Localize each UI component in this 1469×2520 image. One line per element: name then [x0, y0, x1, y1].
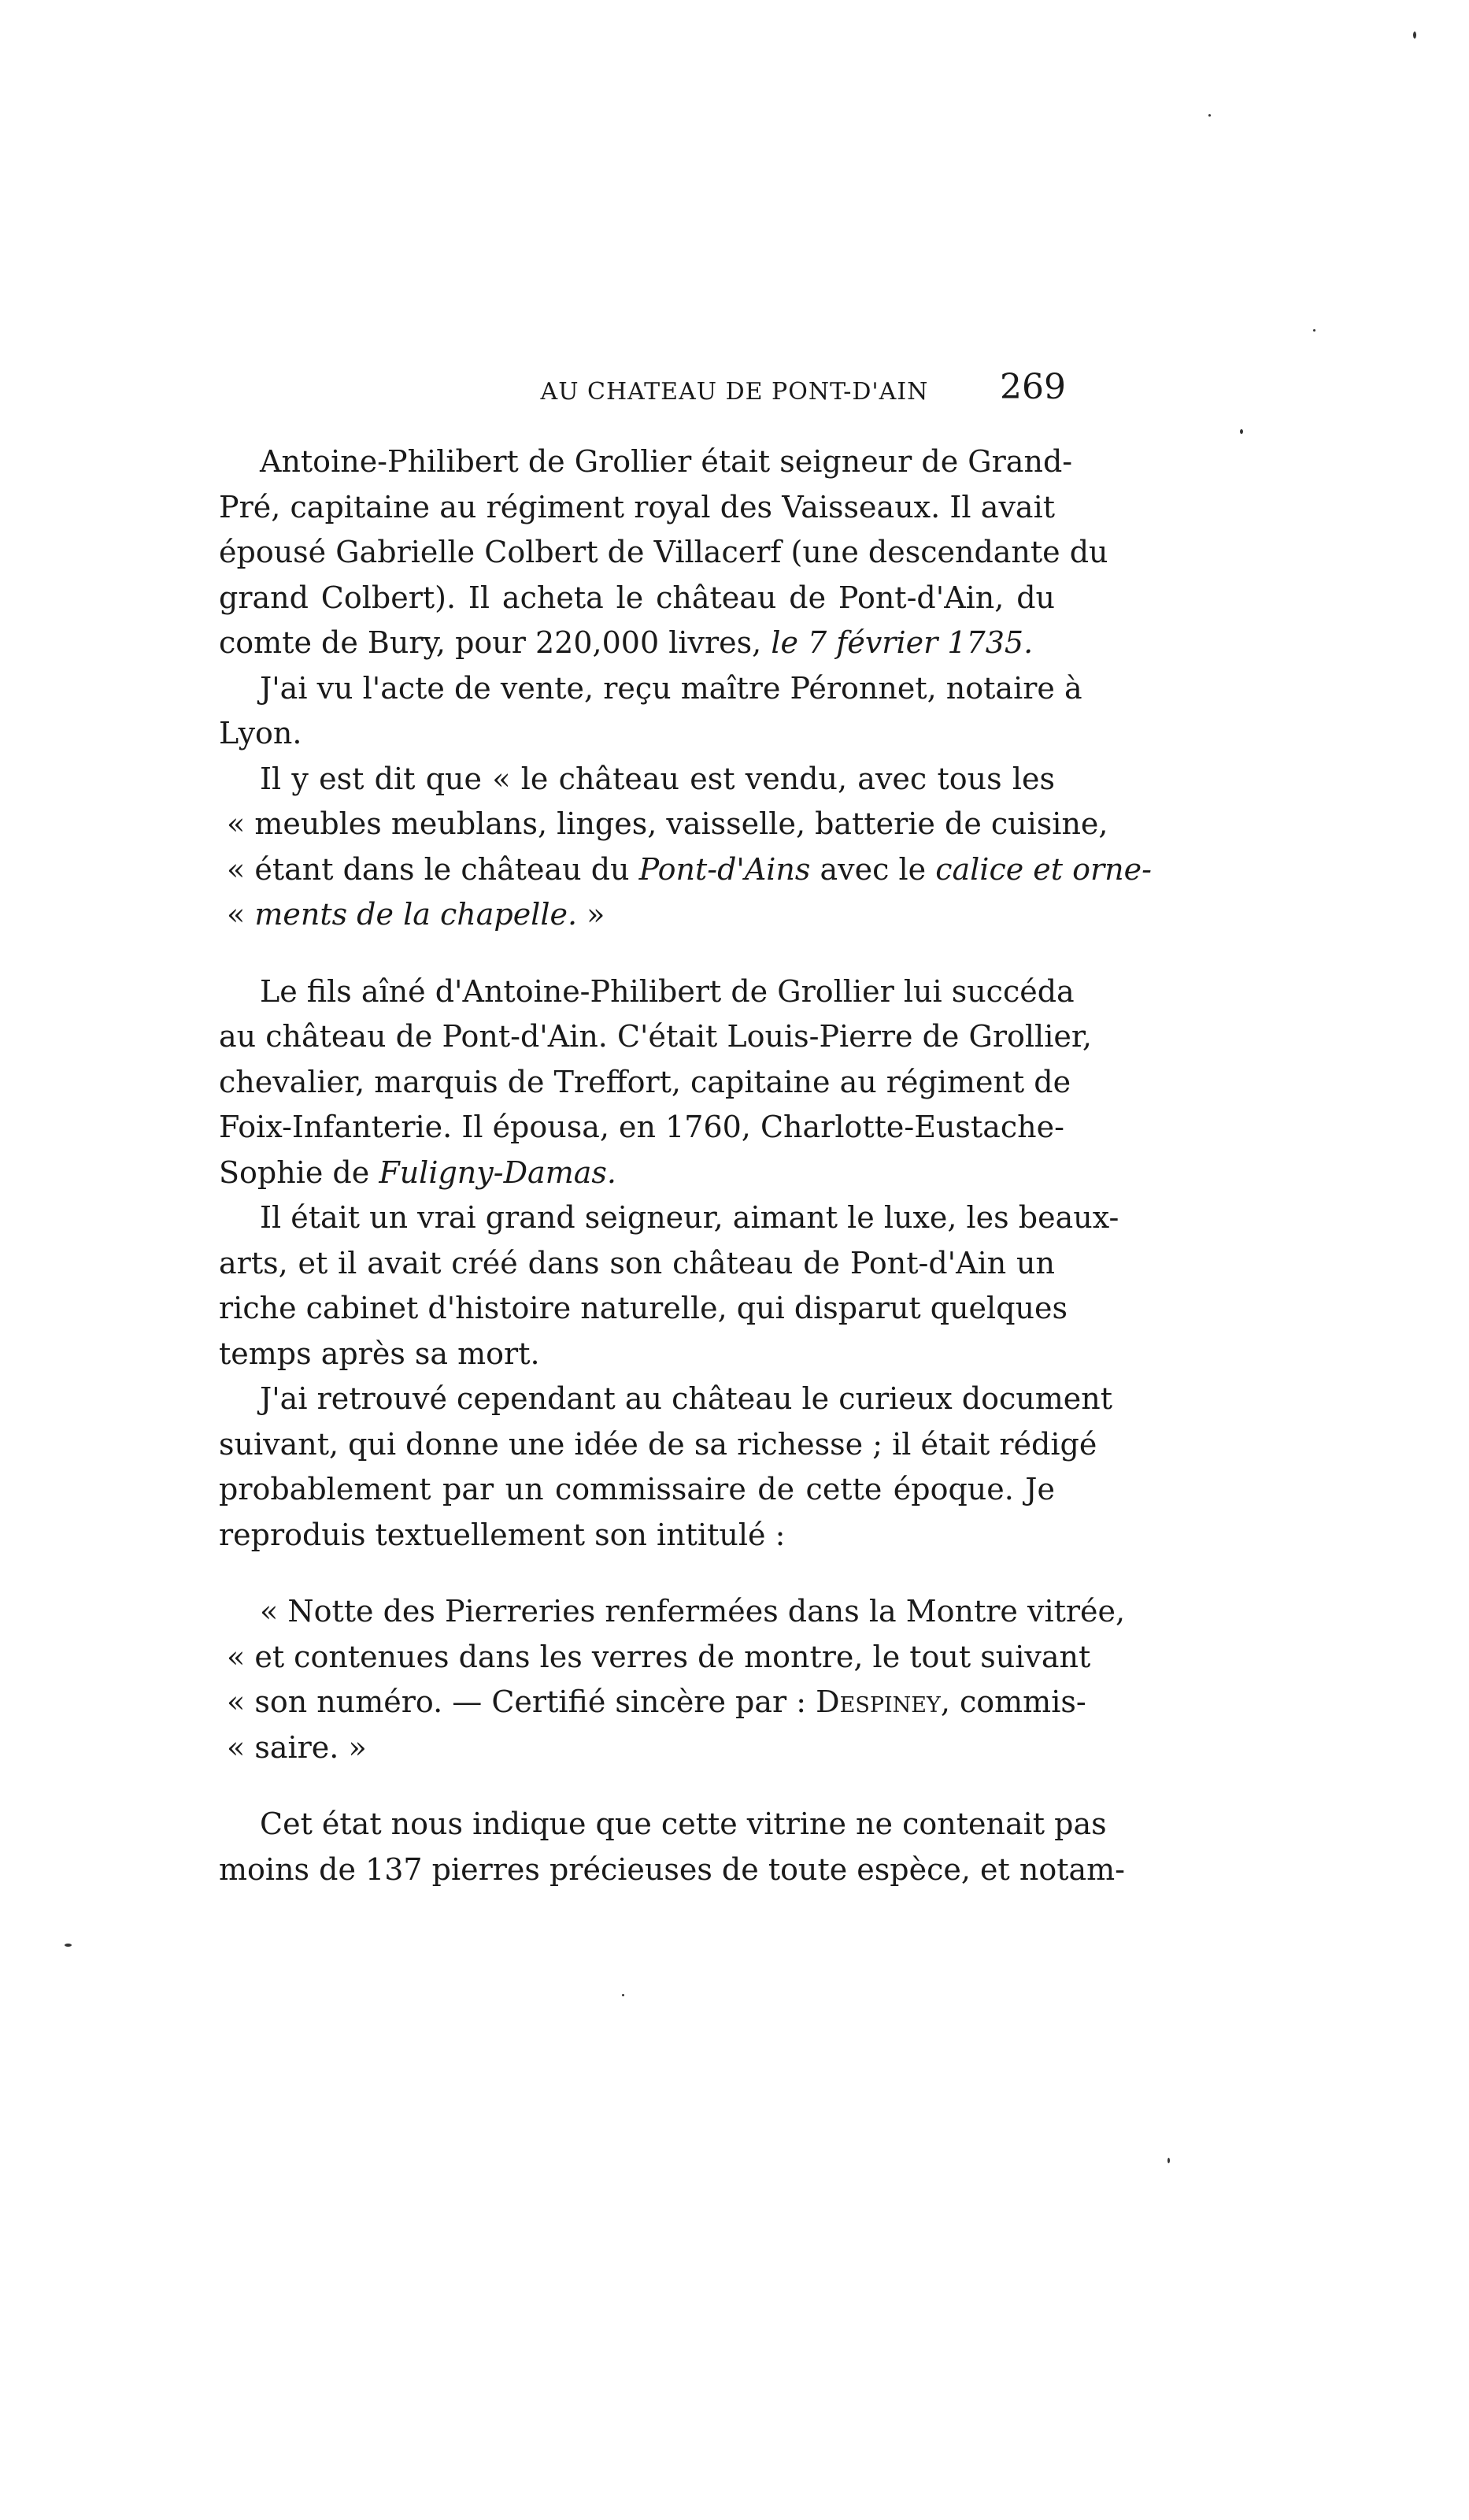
text-line: Foix-Infanterie. Il épousa, en 1760, Charlotte-Eustache- [219, 1110, 1064, 1144]
text-span: » [577, 897, 605, 932]
scan-speck [622, 1994, 624, 1996]
text-span: « [227, 897, 255, 932]
italic-span: Pont-d'Ains [638, 851, 811, 887]
italic-span: Fuligny-Damas. [379, 1154, 616, 1190]
text-line [219, 892, 1055, 938]
text-line: grand Colbert). Il acheta le château de Pont-d'Ain, du [219, 580, 1055, 615]
text-line: suivant, qui donne une idée de sa richesse ; il était rédigé [219, 1426, 1097, 1462]
text-span: « son numéro. — Certifié sincère par : [227, 1684, 816, 1719]
text-line: Le fils aîné d'Antoine-Philibert de Grollier lui succéda [260, 973, 1075, 1009]
running-header: AU CHATEAU DE PONT-D'AIN [540, 378, 929, 406]
italic-span: ments de la chapelle. [254, 897, 578, 932]
scan-speck [65, 1944, 72, 1947]
text-span: , commis- [940, 1684, 1086, 1719]
scan-speck [1413, 32, 1416, 39]
text-span: comte de Bury, pour 220,000 livres, [219, 625, 762, 660]
section-gap [219, 938, 1055, 969]
text-line: « Notte des Pierreries renfermées dans la Montre vitrée, [260, 1594, 1126, 1629]
text-line: Cet état nous indique que cette vitrine ne contenait pas [260, 1807, 1107, 1841]
text-line: au château de Pont-d'Ain. C'était Louis-Pierre de Grollier, [219, 1019, 1092, 1054]
text-line: Il était un vrai grand seigneur, aimant le luxe, les beaux- [260, 1200, 1119, 1235]
text-line [219, 621, 1055, 666]
text-line: épousé Gabrielle Colbert de Villacerf (une descendante du [219, 535, 1108, 569]
text-line: « et contenues dans les verres de montre, le tout suivant [227, 1639, 1091, 1674]
italic-date: le 7 février 1735. [771, 625, 1034, 660]
scan-speck [1240, 429, 1243, 434]
text-line: temps après sa mort. [219, 1336, 540, 1371]
text-line: probablement par un commissaire de cette époque. Je [219, 1472, 1055, 1506]
text-line: Lyon. [219, 716, 302, 750]
scan-speck [1313, 329, 1315, 332]
text-line [219, 847, 1152, 893]
section-gap [219, 1770, 1055, 1802]
text-span: « étant dans le château du [227, 851, 639, 887]
text-line: Il y est dit que « le château est vendu, avec tous les [260, 761, 1055, 796]
text-line: J'ai retrouvé cependant au château le curieux document [260, 1381, 1112, 1416]
section-gap [219, 1558, 1055, 1589]
page-number: 269 [1000, 367, 1066, 407]
text-line: J'ai vu l'acte de vente, reçu maître Péronnet, notaire à [260, 670, 1082, 706]
text-line: Pré, capitaine au régiment royal des Vaisseaux. Il avait [219, 489, 1055, 524]
text-line [219, 1680, 1086, 1725]
text-line: riche cabinet d'histoire naturelle, qui disparut quelques [219, 1291, 1068, 1325]
text-line [219, 1151, 1055, 1196]
text-line: « saire. » [227, 1729, 367, 1765]
text-line: chevalier, marquis de Treffort, capitaine au régiment de [219, 1064, 1071, 1099]
text-line: reproduis textuellement son intitulé : [219, 1517, 786, 1552]
text-line: arts, et il avait créé dans son château de Pont-d'Ain un [219, 1245, 1055, 1280]
scan-speck [1208, 114, 1211, 117]
text-span: avec le [810, 851, 936, 887]
text-span: Sophie de [219, 1154, 379, 1190]
text-line: « meubles meublans, linges, vaisselle, batterie de cuisine, [227, 806, 1108, 841]
italic-span: calice et orne- [935, 851, 1152, 887]
body-text [219, 439, 1152, 1892]
smallcaps-name: Despiney [816, 1684, 941, 1719]
text-line: Antoine-Philibert de Grollier était seigneur de Grand- [260, 444, 1073, 479]
text-line: moins de 137 pierres précieuses de toute espèce, et notam- [219, 1851, 1126, 1887]
scan-speck [1167, 2158, 1170, 2163]
